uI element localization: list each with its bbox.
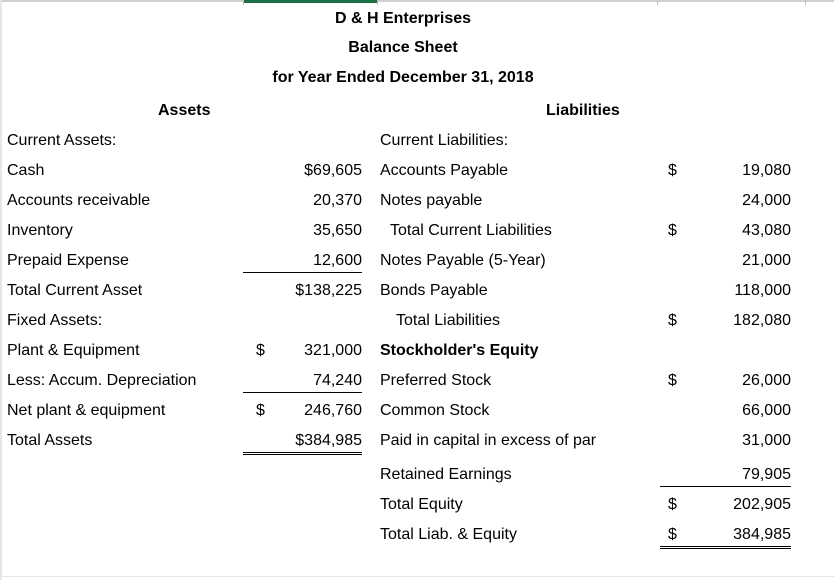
net-plant-equipment-currency: $: [256, 402, 265, 419]
column-divider: [243, 0, 244, 5]
bonds-payable-value: 118,000: [734, 282, 791, 299]
total-equity-label: Total Equity: [380, 496, 463, 513]
paid-in-capital-value: 31,000: [742, 432, 791, 449]
plant-equipment-label: Plant & Equipment: [7, 342, 140, 359]
total-liabilities-currency: $: [668, 312, 677, 329]
total-liab-equity-currency: $: [668, 526, 677, 543]
preferred-stock-label: Preferred Stock: [380, 372, 492, 389]
accounts-payable-label: Accounts Payable: [380, 162, 509, 179]
stockholders-equity-heading: Stockholder's Equity: [380, 342, 539, 359]
column-divider: [805, 0, 806, 5]
accounts-payable-currency: $: [668, 162, 677, 179]
accounts-payable-value: 19,080: [742, 162, 791, 179]
common-stock-value: 66,000: [742, 402, 791, 419]
notes-payable-label: Notes payable: [380, 192, 483, 209]
accum-depreciation-label: Less: Accum. Depreciation: [7, 372, 197, 389]
cash-label: Cash: [7, 162, 45, 179]
total-liab-equity-value: 384,985: [660, 525, 791, 549]
notes-payable-value: 24,000: [742, 192, 791, 209]
common-stock-label: Common Stock: [380, 402, 490, 419]
net-plant-equipment-value: 246,760: [304, 402, 362, 419]
company-name: D & H Enterprises: [334, 10, 472, 27]
total-liabilities-value: 182,080: [733, 312, 791, 329]
current-liabilities-heading: Current Liabilities:: [380, 132, 509, 149]
column-divider: [377, 0, 378, 5]
accounts-receivable-label: Accounts receivable: [7, 192, 151, 209]
cash-value: $69,605: [304, 162, 362, 179]
net-plant-equipment-label: Net plant & equipment: [7, 402, 166, 419]
plant-equipment-currency: $: [256, 342, 265, 359]
selected-column-indicator: [243, 0, 377, 3]
total-assets-value: $384,985: [243, 431, 362, 455]
total-assets-label: Total Assets: [7, 432, 93, 449]
total-equity-value: 202,905: [733, 496, 791, 513]
bottom-row-edge: [0, 576, 834, 577]
notes-payable-5yr-label: Notes Payable (5-Year): [380, 252, 546, 269]
total-current-liabilities-label: Total Current Liabilities: [390, 222, 552, 239]
row-header-edge: [0, 0, 2, 580]
column-header-edge: [0, 0, 834, 2]
total-equity-currency: $: [668, 496, 677, 513]
total-liab-equity-label: Total Liab. & Equity: [380, 526, 517, 543]
statement-period: for Year Ended December 31, 2018: [272, 69, 534, 86]
accum-depreciation-value: 74,240: [243, 371, 362, 393]
total-current-assets-label: Total Current Asset: [7, 282, 143, 299]
fixed-assets-heading: Fixed Assets:: [7, 312, 103, 329]
total-current-assets-value: $138,225: [295, 282, 362, 299]
preferred-stock-value: 26,000: [742, 372, 791, 389]
inventory-value: 35,650: [313, 222, 362, 239]
paid-in-capital-label: Paid in capital in excess of par: [380, 432, 597, 449]
retained-earnings-label: Retained Earnings: [380, 466, 512, 483]
preferred-stock-currency: $: [668, 372, 677, 389]
prepaid-expense-label: Prepaid Expense: [7, 252, 129, 269]
liabilities-heading: Liabilities: [546, 102, 620, 119]
total-current-liabilities-value: 43,080: [742, 222, 791, 239]
current-assets-heading: Current Assets:: [7, 132, 117, 149]
prepaid-expense-value: 12,600: [243, 251, 362, 273]
notes-payable-5yr-value: 21,000: [742, 252, 791, 269]
bonds-payable-label: Bonds Payable: [380, 282, 488, 299]
statement-title: Balance Sheet: [348, 39, 458, 56]
accounts-receivable-value: 20,370: [313, 192, 362, 209]
retained-earnings-value: 79,905: [660, 465, 791, 487]
assets-heading: Assets: [158, 102, 211, 119]
column-divider: [657, 0, 658, 5]
total-current-liabilities-currency: $: [668, 222, 677, 239]
total-liabilities-label: Total Liabilities: [396, 312, 501, 329]
plant-equipment-value: 321,000: [304, 342, 362, 359]
inventory-label: Inventory: [7, 222, 73, 239]
